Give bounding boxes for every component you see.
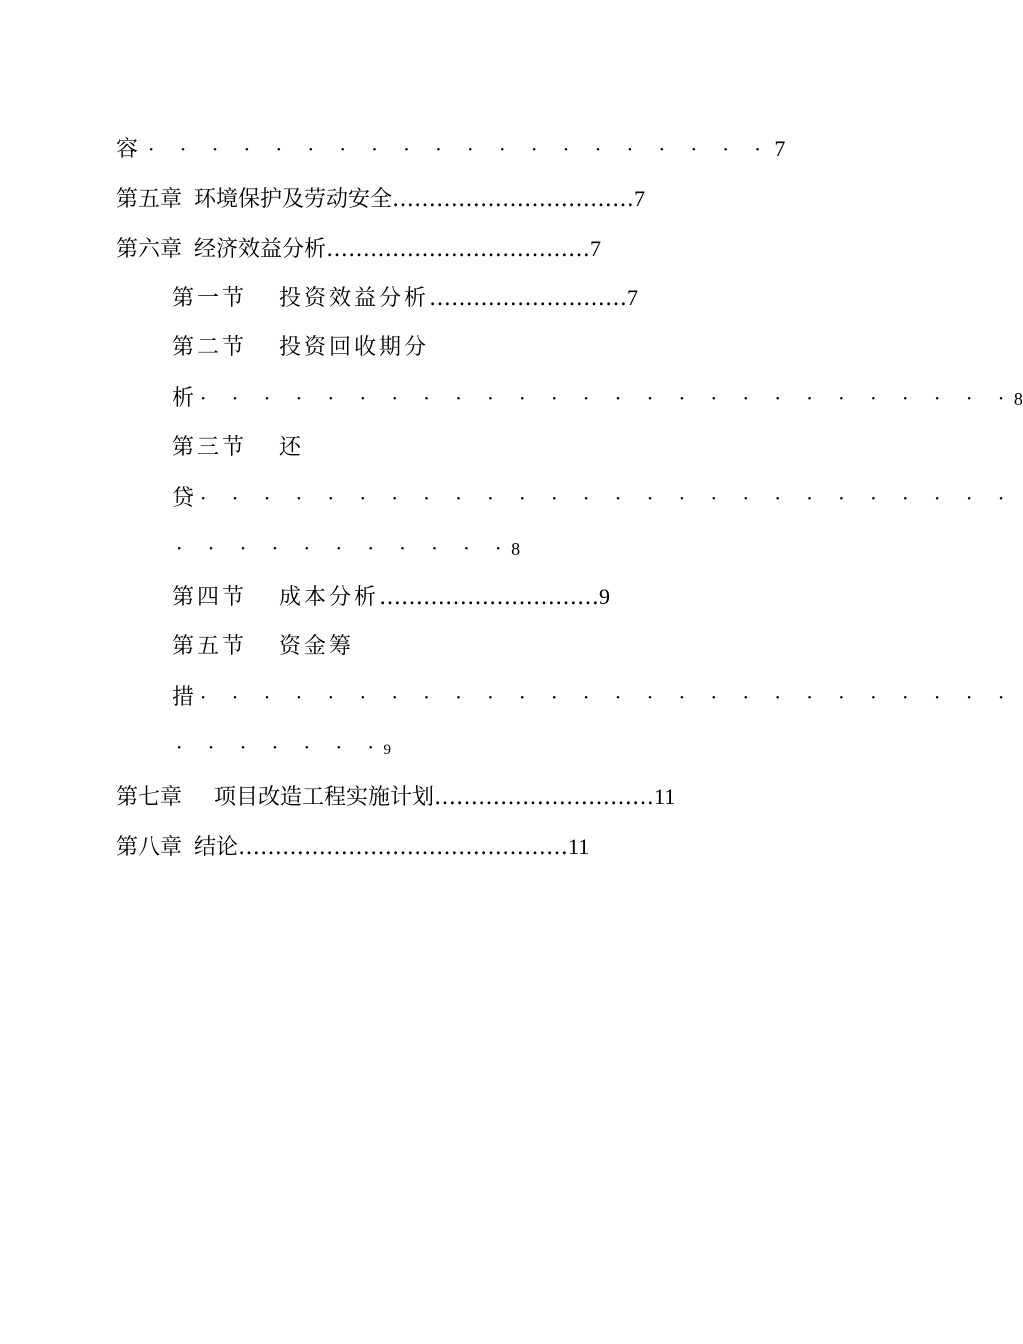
toc-page-number: 7 (627, 285, 639, 310)
section-title-continuation: 贷 (172, 486, 195, 511)
toc-page-number: 11 (568, 834, 590, 859)
toc-dot-leader: · · · · · · · · · · · · · · · · · · · · (148, 137, 771, 161)
toc-page-number: 9 (383, 742, 391, 758)
toc-continuation-text: 容 (116, 137, 139, 162)
section-number: 第三节 (172, 435, 248, 460)
toc-dot-leader: ………………………… (379, 585, 600, 610)
toc-dot-leader: · · · · · · · · · · · (176, 536, 512, 560)
toc-dot-leader: · · · · · · · · · · · · · · · · · · · · · · · · · · (200, 685, 1014, 709)
toc-section-2[interactable] (172, 328, 429, 368)
toc-section-5[interactable] (172, 627, 354, 667)
toc-section-4[interactable] (172, 577, 610, 617)
toc-chapter-7[interactable] (116, 777, 675, 817)
toc-section-2-continuation[interactable] (172, 378, 1023, 418)
chapter-title: 项目改造工程实施计划 (214, 785, 435, 810)
toc-dot-leader: · · · · · · · · · · · · · · · · · · · · · · · · · · (200, 486, 1014, 510)
toc-section-3-continuation-2[interactable] (172, 528, 520, 568)
toc-page-number: 11 (654, 784, 676, 809)
toc-page-number: 7 (774, 136, 786, 161)
toc-dot-leader: ……………………………………… (238, 835, 569, 860)
toc-page-number: 8 (511, 539, 521, 559)
toc-dot-leader: ……………………… (429, 286, 628, 311)
toc-page-number: 8 (1013, 389, 1023, 409)
toc-section-3-continuation[interactable] (172, 478, 1014, 518)
section-title-continuation: 措 (172, 685, 195, 710)
toc-chapter-8[interactable] (116, 827, 589, 867)
toc-dot-leader: ……………………………… (326, 237, 591, 262)
section-title: 资金筹 (279, 634, 355, 659)
chapter-number: 第六章 (116, 237, 183, 262)
section-number: 第一节 (172, 286, 248, 311)
toc-dot-leader: …………………………… (392, 187, 635, 212)
chapter-number: 第七章 (116, 785, 183, 810)
section-number: 第四节 (172, 585, 248, 610)
toc-page-number: 7 (634, 186, 646, 211)
chapter-title: 结论 (194, 835, 239, 860)
toc-dot-leader: · · · · · · · · · · · · · · · · · · · · · · · · · · (200, 386, 1014, 410)
toc-page-number: 9 (599, 584, 611, 609)
toc-line-continuation[interactable] (116, 129, 785, 169)
section-title: 投资效益分析 (279, 286, 430, 311)
section-number: 第五节 (172, 634, 248, 659)
toc-page-number: 7 (590, 236, 602, 261)
toc-section-1[interactable] (172, 278, 638, 318)
toc-chapter-6[interactable] (116, 229, 601, 269)
section-title-continuation: 析 (172, 386, 195, 411)
section-title: 成本分析 (279, 585, 380, 610)
chapter-number: 第五章 (116, 187, 183, 212)
toc-section-5-continuation[interactable] (172, 677, 1014, 717)
section-title: 还 (279, 435, 305, 460)
toc-section-5-continuation-2[interactable] (172, 727, 391, 767)
toc-dot-leader: ………………………… (434, 785, 655, 810)
toc-dot-leader: · · · · · · · (176, 735, 384, 759)
section-number: 第二节 (172, 335, 248, 360)
toc-chapter-5[interactable] (116, 179, 645, 219)
section-title: 投资回收期分 (279, 335, 430, 360)
chapter-title: 经济效益分析 (194, 237, 327, 262)
toc-section-3[interactable] (172, 428, 304, 468)
chapter-title: 环境保护及劳动安全 (194, 187, 393, 212)
chapter-number: 第八章 (116, 835, 183, 860)
